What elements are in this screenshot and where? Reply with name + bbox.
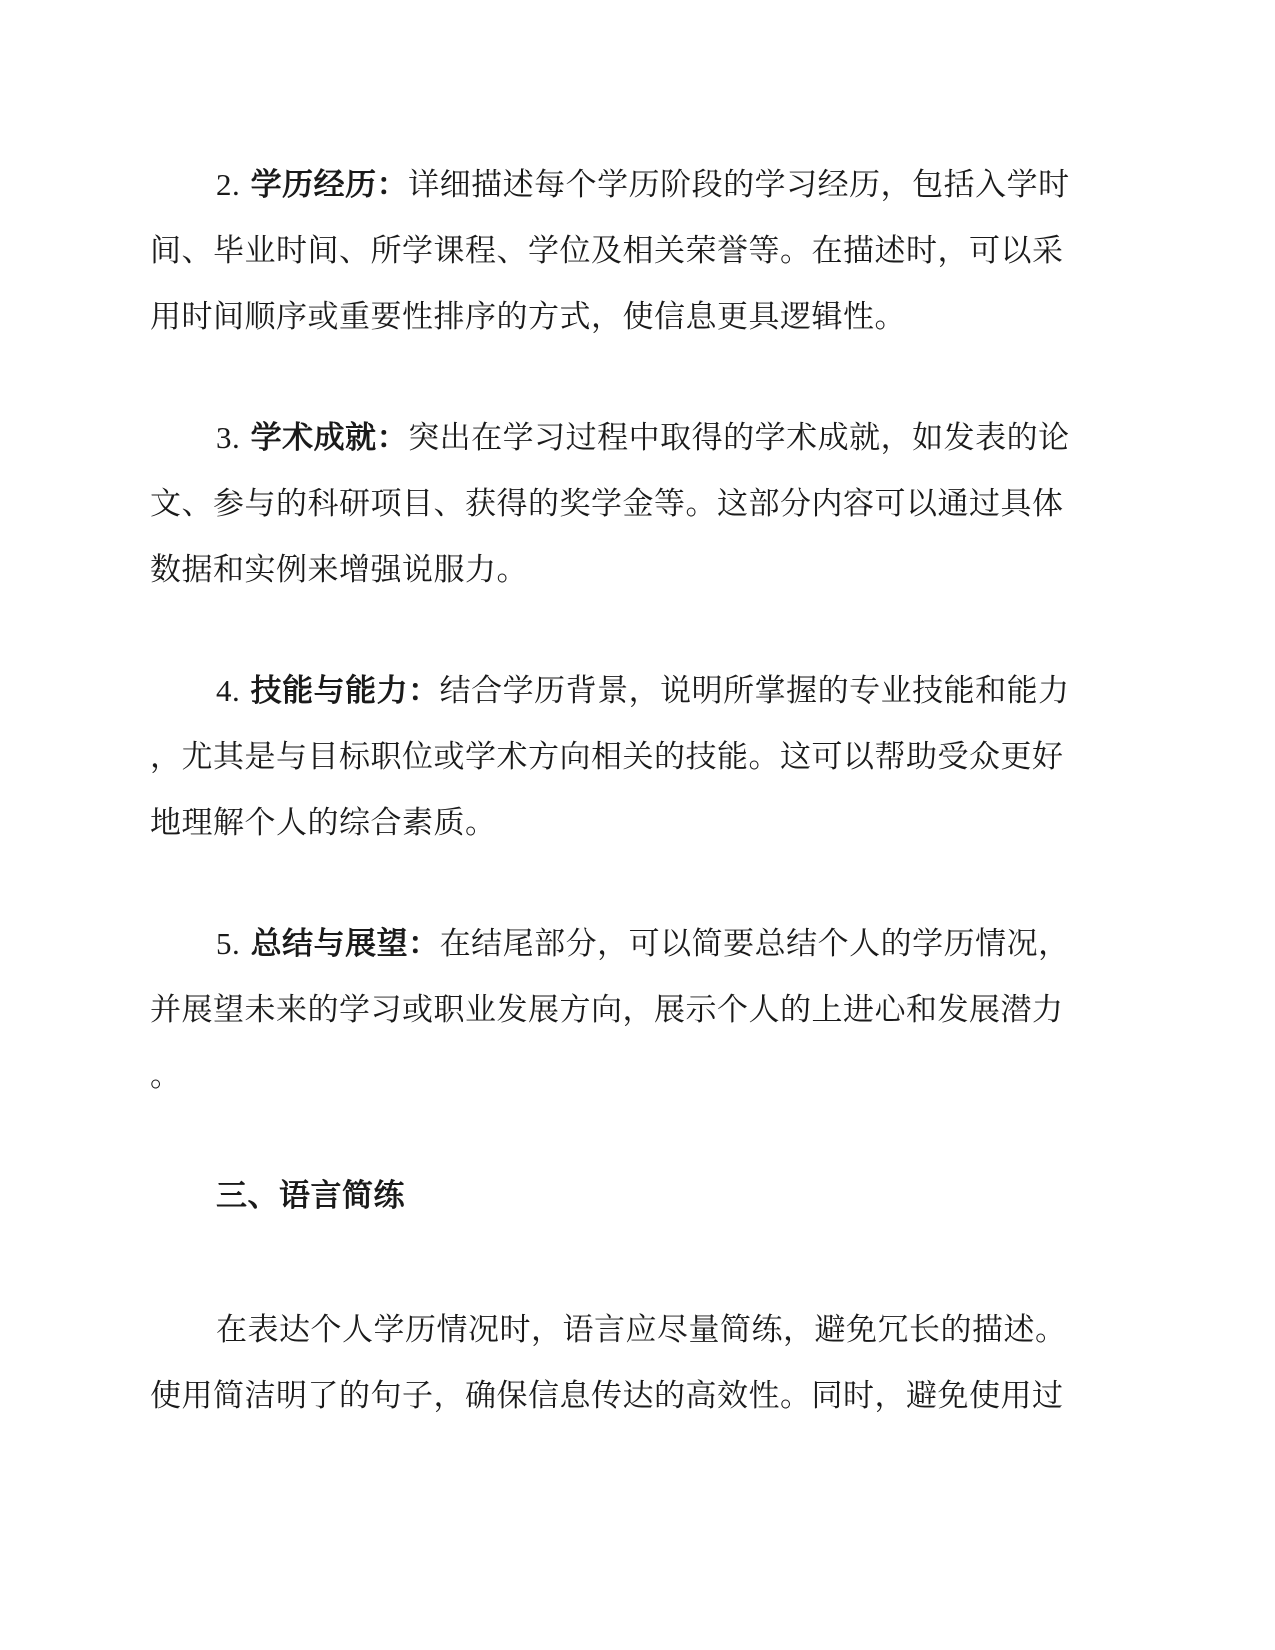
section-number: 5.: [216, 926, 241, 961]
section-number: 4.: [216, 673, 241, 708]
paragraph-line: 使用简洁明了的句子，确保信息传达的高效性。同时，避免使用过: [150, 1378, 1064, 1414]
section-education-history: [150, 152, 1125, 350]
section-text: 详细描述每个学历阶段的学习经历，包括入学时: [408, 167, 1070, 203]
section-text: 间、毕业时间、所学课程、学位及相关荣誉等。在描述时，可以采: [150, 233, 1064, 269]
section-text: 地理解个人的综合素质。: [150, 805, 497, 841]
section-text: 突出在学习过程中取得的学术成就，如发表的论: [408, 420, 1070, 456]
section-text: ，尤其是与目标职位或学术方向相关的技能。这可以帮助受众更好: [150, 739, 1064, 775]
section-first-line: [150, 405, 1125, 471]
section-text: 数据和实例来增强说服力。: [150, 552, 528, 588]
section-academic-achievements: [150, 405, 1125, 603]
section-text: 结合学历背景，说明所掌握的专业技能和能力: [439, 673, 1070, 709]
section-heading: 三、语言简练: [216, 1178, 405, 1214]
section-skills-abilities: [150, 658, 1125, 856]
section-text: 文、参与的科研项目、获得的奖学金等。这部分内容可以通过具体: [150, 486, 1064, 522]
paragraph-line: 在表达个人学历情况时，语言应尽量简练，避免冗长的描述。: [216, 1312, 1067, 1348]
section-title: 技能与能力：: [250, 673, 440, 709]
section-title: 学历经历：: [250, 167, 409, 203]
section-first-line: [150, 152, 1125, 218]
section-text: 用时间顺序或重要性排序的方式，使信息更具逻辑性。: [150, 299, 906, 335]
section-number: 3.: [216, 420, 241, 455]
section-text: 在结尾部分，可以简要总结个人的学历情况，: [439, 926, 1070, 962]
section-text: 并展望未来的学习或职业发展方向，展示个人的上进心和发展潜力: [150, 992, 1064, 1028]
section-title: 学术成就：: [250, 420, 409, 456]
section-text: 。: [150, 1058, 182, 1094]
paragraph-concise-language: [150, 1297, 1125, 1429]
section-first-line: [150, 911, 1125, 977]
section-summary-outlook: [150, 911, 1125, 1109]
heading-block: [150, 1163, 1125, 1229]
section-first-line: [150, 658, 1125, 724]
section-title: 总结与展望：: [250, 926, 440, 962]
section-number: 2.: [216, 167, 241, 202]
